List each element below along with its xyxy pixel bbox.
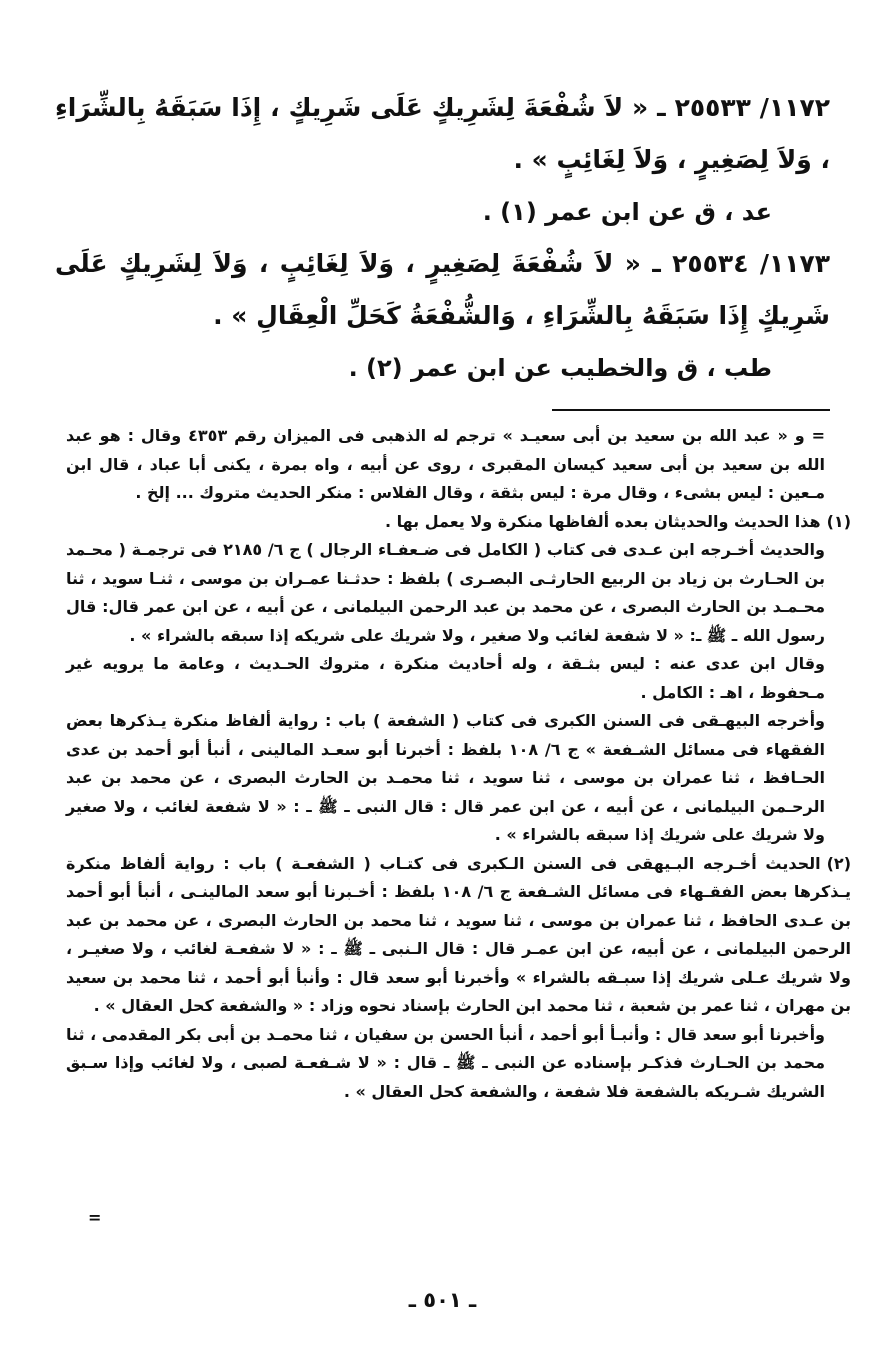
footnote-2-marker: (٢)	[826, 853, 851, 873]
page-number: ـ ٥٠١ ـ	[408, 1288, 477, 1312]
footnote-1-intro	[66, 508, 851, 537]
continuation-mark: =	[88, 1208, 102, 1227]
footnote-1-marker: (١)	[826, 511, 851, 531]
hadith-1172-text: ١١٧٢/ ٢٥٥٣٣ ـ « لاَ شُفْعَةَ لِشَرِيكٍ عَلَى شَرِيكٍ ، إِذَا سَبَقَهُ بِالشِّرَاءِ ، وَلاَ لِصَغِيرٍ ، وَلاَ لِغَائِبٍ » .	[55, 93, 830, 174]
hadith-1172-source: عد ، ق عن ابن عمر (١) .	[482, 198, 772, 226]
footnote-2-paragraph-2: وأخبرنا أبو سعد قال : وأنبـأ أبو أحمد ، أنبأ الحسن بن سفيان ، ثنا محمـد بن أبى بكر المقدمى ، ثنا محمد بن الحـارث فذكـر بإسناده عن النبى ـ ﷺ ـ قال : « لا شـفعـة لصبى ، ولا لغائب وإذا سـبق الشريك شـريكه بالشفعة فلا شفعة ، والشفعة كحل العقال » .	[66, 1024, 825, 1101]
footnote-1-paragraph-3: وقال ابن عدى عنه : ليس بثـقة ، وله أحاديث منكرة ، متروك الحـديث ، وعامة ما يرويه غير مـحفوظ ، اهـ : الكامل .	[66, 654, 825, 702]
hadith-1173-source: طب ، ق والخطيب عن ابن عمر (٢) .	[348, 354, 772, 382]
footnote-continuation: = و « عبد الله بن سعيد بن أبى سعيـد » ترجم له الذهبى فى الميزان رقم ٤٣٥٣ وقال : هو عبد الله بن سعيد بن أبى سعيد كيسان المقبرى ، روى عن أبيه ، واه بمرة ، يكنى أبا عباد ، قال ابن مـعين : ليس بشىء ، وقال مرة : ليس بثقة ، وقال الفلاس : منكر الحديث متروك ... إلخ .	[66, 426, 825, 502]
hadith-1173-text: ١١٧٣/ ٢٥٥٣٤ ـ « لاَ شُفْعَةَ لِصَغِيرٍ ، وَلاَ لِغَائِبٍ ، وَلاَ لِشَرِيكٍ عَلَى شَرِيكٍ إِذَا سَبَقَهُ بِالشِّرَاءِ ، وَالشُّفْعَةُ كَحَلِّ الْعِقَالِ » .	[55, 249, 831, 330]
footnote-2-paragraph-1	[66, 850, 851, 1021]
footnote-2-text: الحديث أخـرجه البـيهقى فى السنن الـكبرى فى كتـاب ( الشفعـة ) باب : رواية ألفاظ منكرة يـذكرها بعض الفقـهاء فى مسائل الشـفعة ج ٦/ ١٠٨ بلفظ : أخـبرنا أبو سعد المالينـى ، أنبأ أبو أحمد بن عـدى الحافظ ، ثنا عمران بن موسى ، ثنا سويد ، ثنا محمد بن الحارث البصرى ، عن محمد بن عبد الرحمن البيلمانى ، عن أبيه، عن ابن عمـر قال : قال الـنبى ـ ﷺ ـ : « لا شفعـة لغائب ، ولا صغيـر ، ولا شريك عـلى شريك إذا سبـقه بالشراء » وأخبرنا أبو سعد قال : وأنبأ أبو أحمد ، ثنا محمد بن سعيد بن مهران ، ثنا عمر بن شعبة ، ثنا محمد ابن الحارث بإسناد نحوه وزاد : « والشفعة كحل العقال » .	[66, 853, 851, 1015]
footnote-1-intro-text: هذا الحديث والحديثان بعده ألفاظها منكرة ولا يعمل بها .	[384, 511, 821, 531]
footnotes	[66, 422, 851, 1106]
footnote-1-paragraph-4: وأخرجه البيهـقى فى السنن الكبرى فى كتاب ( الشفعة ) باب : رواية ألفاظ منكرة يـذكرها بعض الفقهاء فى مسائل الشـفعة » ج ٦/ ١٠٨ بلفظ : أخبرنا أبو سعـد المالينى ، أنبأ أبو أحمد بن عدى الحـافظ ، ثنا عمران بن موسى ، ثنا سويد ، ثنا محمـد بن الحارث البصرى ، عن محمد بن عبد الرحـمن البيلمانى ، عن أبيه ، عن ابن عمر قال : قال النبى ـ ﷺ ـ : « لا شفعة لغائب ، ولا صغير ولا شريك على شريك إذا سبقه بالشراء » .	[66, 711, 826, 844]
footnote-divider	[552, 409, 830, 411]
footnote-1-paragraph-2: والحديث أخـرجه ابن عـدى فى كتاب ( الكامل فى ضـعفـاء الرجال ) ج ٦/ ٢١٨٥ فى ترجمـة ( محـمد بن الحـارث بن زياد بن الربيع الحارثـى البصـرى ) بلفظ : حدثـنا عمـران بن موسى ، ثنـا سويد ، ثنا محـمـد بن الحارث البصرى ، عن محمد بن عبد الرحمن البيلمانى ، عن أبيه ، عن ابن عمر قال: قال رسول الله ـ ﷺ ـ: « لا شفعة لغائب ولا صغير ، ولا شريك على شريكه إذا سبقه بالشراء » .	[66, 540, 825, 645]
hadith-section	[55, 82, 830, 394]
